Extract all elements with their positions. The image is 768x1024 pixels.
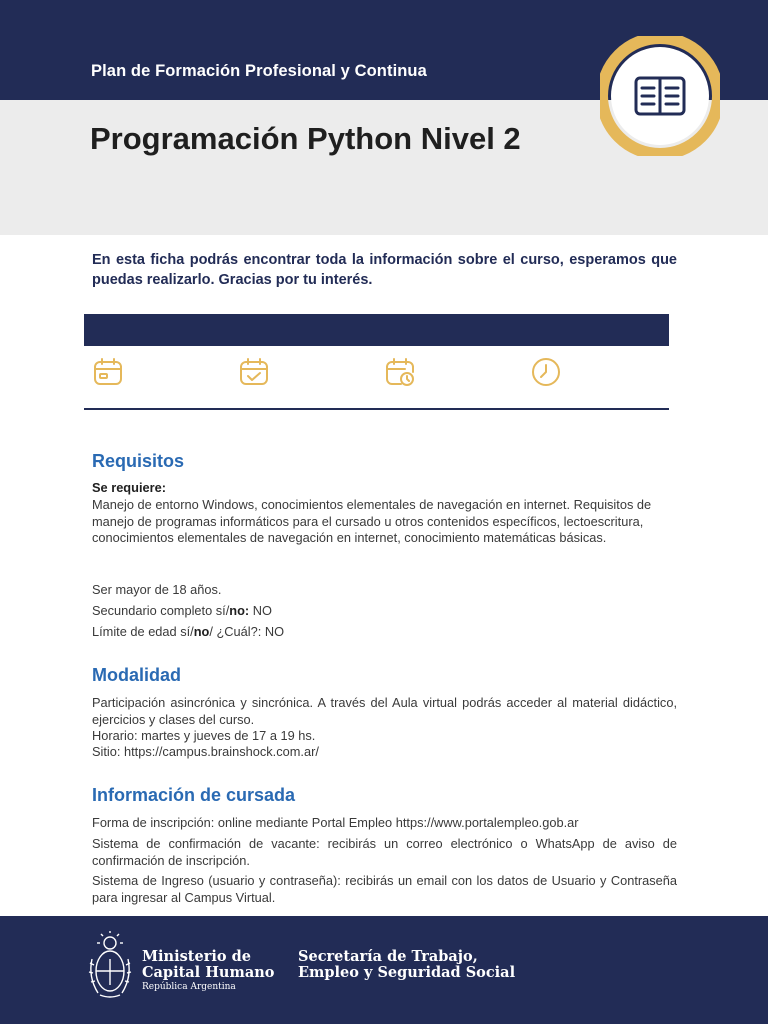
requisito-secundario <box>92 603 677 620</box>
cursada-confirmacion: Sistema de confirmación de vacante: recibirás un correo electrónico o WhatsApp de aviso de confirmación de inscripción. <box>92 836 677 868</box>
secretaria-name-line2: Empleo y Seguridad Social <box>298 964 516 981</box>
limite-value: / ¿Cuál?: NO <box>209 624 285 639</box>
plan-title: Plan de Formación Profesional y Continua <box>91 62 427 80</box>
calendar-check-icon <box>239 357 269 387</box>
calendar-clock-icon <box>385 357 415 387</box>
limite-answer: no <box>193 624 210 639</box>
modalidad-heading: Modalidad <box>92 665 181 685</box>
requisitos-description: Manejo de entorno Windows, conocimientos elementales de navegación en internet. Requisitos de manejo de programas informáticos para el cursado u otros contenidos específicos, lectoescritura, conocimientos elementales de navegación en internet, conocimiento matemáticas básicas. <box>92 497 652 545</box>
cursada-heading: Información de cursada <box>92 785 296 805</box>
modalidad-horario: Horario: martes y jueves de 17 a 19 hs. <box>92 728 316 743</box>
requisitos-heading: Requisitos <box>92 451 185 471</box>
ministry-name-line1: Ministerio de <box>142 948 251 965</box>
info-bar-bottom-rule <box>84 408 669 410</box>
course-title: Programación Python Nivel 2 <box>90 121 521 156</box>
modalidad-sitio: Sitio: https://campus.brainshock.com.ar/ <box>92 744 319 759</box>
ministry-name-line2: Capital Humano <box>142 964 275 981</box>
info-bar <box>84 314 669 346</box>
limite-prefix: Límite de edad sí/ <box>92 624 194 639</box>
secundario-prefix: Secundario completo sí/ <box>92 603 230 618</box>
clock-icon <box>531 357 561 387</box>
requisito-edad: Ser mayor de 18 años. <box>92 582 222 597</box>
secretaria-name-line1: Secretaría de Trabajo, <box>298 948 478 965</box>
national-coat-of-arms-icon <box>86 929 134 1001</box>
intro-text: En esta ficha podrás encontrar toda la información sobre el curso, esperamos que puedas realizarlo. Gracias por tu interés. <box>92 252 677 288</box>
ministry-country: República Argentina <box>142 982 236 992</box>
se-requiere-label: Se requiere: <box>92 480 166 495</box>
secundario-value: NO <box>249 603 272 618</box>
calendar-icon <box>93 357 123 387</box>
cursada-ingreso: Sistema de Ingreso (usuario y contraseña): recibirás un email con los datos de Usuario y Contraseña para ingresar al Campus Virtual. <box>92 873 677 905</box>
modalidad-participacion: Participación asincrónica y sincrónica. A través del Aula virtual podrás acceder al material didáctico, ejercicios y clases del curso. <box>92 695 677 727</box>
secundario-answer: no: <box>229 603 250 618</box>
cursada-inscripcion: Forma de inscripción: online mediante Portal Empleo https://www.portalempleo.gob.ar <box>92 815 579 830</box>
requisito-limite-edad <box>92 624 677 641</box>
open-book-icon <box>600 36 720 156</box>
